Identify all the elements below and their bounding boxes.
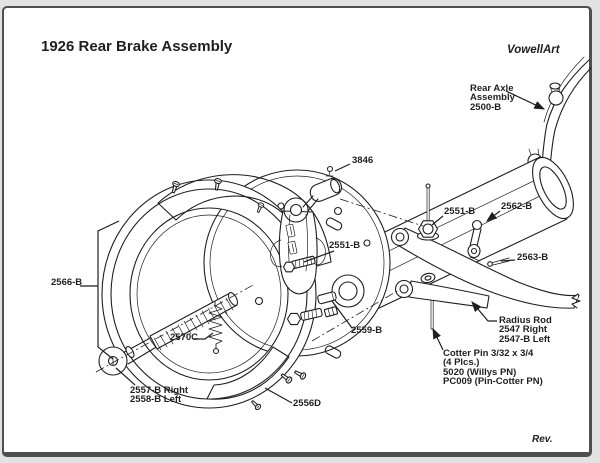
artist-signature: VowellArt [507,44,560,56]
callout-line: 2547 Right [499,324,548,336]
callout-line: 2557-B Right [130,385,189,396]
callout-line: 2558-B Left [130,394,182,406]
callout-line: Cotter Pin 3/32 x 3/4 [443,348,534,359]
callout-cotter-pin-note [443,349,543,387]
axle-tube [360,151,582,310]
page-title: 1926 Rear Brake Assembly [41,38,233,55]
callout-line: 2547-B Left [499,333,551,345]
revision-label: Rev. [532,434,553,445]
callout-line: (4 Plcs.) [443,357,480,369]
callout-3846: 3846 [352,155,374,166]
callout-2556d: 2556D [293,398,321,409]
callout-line: Radius Rod [499,315,552,326]
callout-line: Rear Axle [470,83,514,94]
callout-2557b-2558b [130,386,188,405]
callout-radius-rod [499,316,552,344]
callout-2551b-axle: 2551-B [444,206,476,217]
callout-line: Assembly [470,92,515,104]
callout-2570c: 2570C [170,332,198,343]
callout-2563b: 2563-B [517,252,549,263]
callout-2562b: 2562-B [501,201,533,212]
callout-2551b-cam: 2551-B [329,240,361,251]
callout-2559b: 2559-B [351,325,383,336]
callout-line: 5020 (Willys PN) [443,366,517,378]
callout-line: 2500-B [470,101,502,113]
callout-rear-axle-assembly [470,84,515,112]
callout-2566b: 2566-B [51,277,83,288]
callout-line: PC009 (Pin-Cotter PN) [443,376,543,388]
small-cotter-pin [488,258,509,266]
